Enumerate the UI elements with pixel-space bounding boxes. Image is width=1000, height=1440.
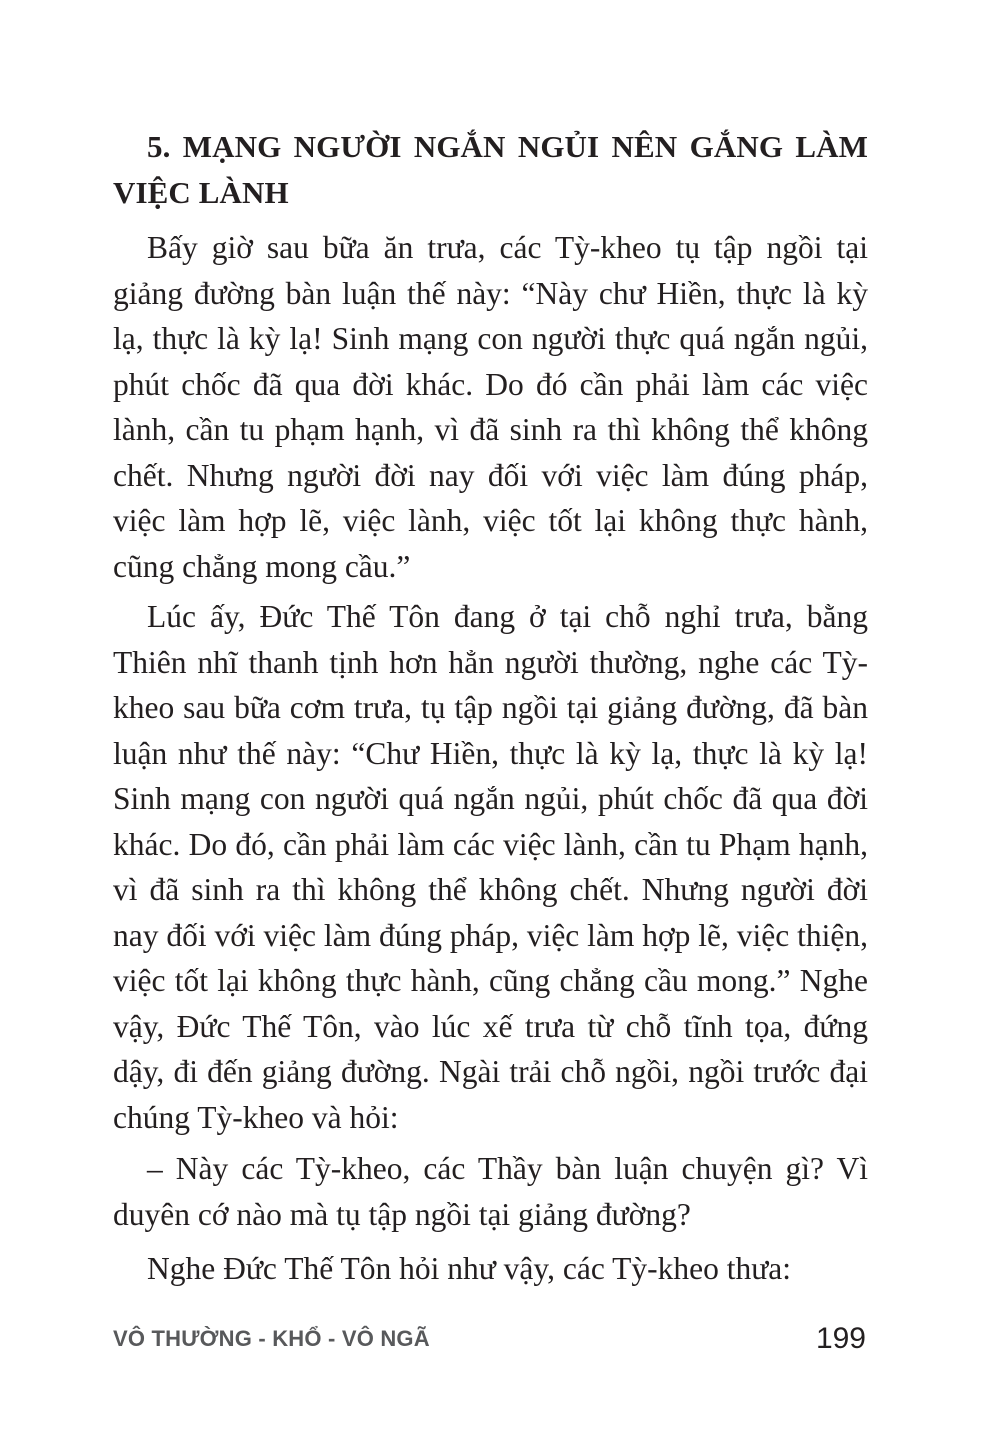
paragraph-1: Bấy giờ sau bữa ăn trưa, các Tỳ-kheo tụ tập ngồi tại giảng đường bàn luận thế này: “Này chư Hiền, thực là kỳ lạ, thực là kỳ lạ! Sinh mạng con người thực quá ngắn ngủi, phút chốc đã qua đời khác. Do đó cần phải làm các việc lành, cần tu phạm hạnh, vì đã sinh ra thì không thể không chết. Nhưng người đời nay đối với việc làm đúng pháp, việc làm hợp lẽ, việc lành, việc tốt lại không thực hành, cũng chẳng mong cầu.” bbox=[113, 230, 868, 584]
page-number: 199 bbox=[815, 1322, 866, 1355]
section-heading: 5. MẠNG NGƯỜI NGẮN NGỦI NÊN GẮNG LÀM VIỆC LÀNH bbox=[113, 129, 868, 210]
paragraph-2: Lúc ấy, Đức Thế Tôn đang ở tại chỗ nghỉ trưa, bằng Thiên nhĩ thanh tịnh hơn hẳn người thường, nghe các Tỳ-kheo sau bữa cơm trưa, tụ tập ngồi tại giảng đường, đã bàn luận như thế này: “Chư Hiền, thực là kỳ lạ, thực là kỳ lạ! Sinh mạng con người quá ngắn ngủi, phút chốc đã qua đời khác. Do đó, cần phải làm các việc lành, cần tu Phạm hạnh, vì đã sinh ra thì không thể không chết. Nhưng người đời nay đối với việc làm đúng pháp, việc làm hợp lẽ, việc thiện, việc tốt lại không thực hành, cũng chẳng cầu mong.” Nghe vậy, Đức Thế Tôn, vào lúc xế trưa từ chỗ tĩnh tọa, đứng dậy, đi đến giảng đường. Ngài trải chỗ ngồi, ngồi trước đại chúng Tỳ-kheo và hỏi: bbox=[113, 599, 868, 1135]
paragraph-4: Nghe Đức Thế Tôn hỏi như vậy, các Tỳ-kheo thưa: bbox=[147, 1251, 792, 1286]
paragraph-3: – Này các Tỳ-kheo, các Thầy bàn luận chuyện gì? Vì duyên cớ nào mà tụ tập ngồi tại giảng đường? bbox=[113, 1151, 868, 1232]
running-title: VÔ THƯỜNG - KHỔ - VÔ NGÃ bbox=[113, 1326, 430, 1351]
